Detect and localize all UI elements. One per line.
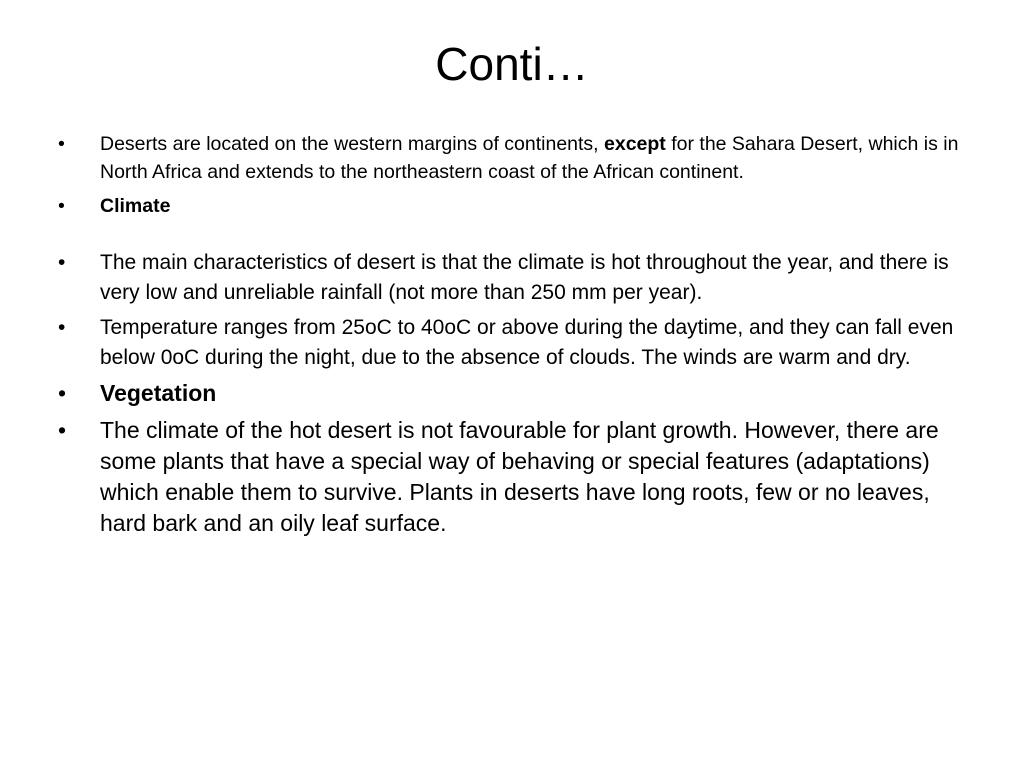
bullet-text-part: Deserts are located on the western margins of continents, [100, 133, 605, 155]
bullet-text-part: for the Sahara Desert, which is in North Africa and extends to the northeastern coast of the African continent. [100, 133, 959, 183]
section-heading-climate: Climate [100, 195, 171, 217]
slide-content [58, 130, 968, 545]
bullet-marker: • [58, 195, 65, 217]
section-heading-vegetation: Vegetation [100, 380, 217, 406]
bullet-marker: • [58, 380, 67, 406]
bullet-text: The climate of the hot desert is not favourable for plant growth. However, there are some plants that have a special way of behaving or special features (adaptations) which enable them to survive. Plants in deserts have long roots, few or no leaves, hard bark and an oily leaf surface. [100, 417, 939, 536]
bullet-text: The main characteristics of desert is that the climate is hot throughout the year, and there is very low and unreliable rainfall (not more than 250 mm per year). [100, 251, 949, 304]
bullet-temperature [58, 313, 968, 372]
bullet-deserts-location [58, 130, 968, 186]
bullet-marker: • [58, 417, 67, 443]
bullet-marker: • [58, 251, 66, 274]
bullet-climate-heading [58, 192, 968, 220]
bullet-vegetation-heading [58, 378, 968, 409]
bullet-marker: • [58, 133, 65, 155]
bullet-marker: • [58, 316, 66, 339]
bullet-climate-characteristics [58, 248, 968, 307]
bullet-bold-word: except [604, 133, 666, 155]
slide-title: Conti… [435, 38, 589, 90]
bullet-vegetation-description [58, 415, 968, 539]
bullet-text: Temperature ranges from 25oC to 40oC or above during the daytime, and they can fall even below 0oC during the night, due to the absence of clouds. The winds are warm and dry. [100, 316, 954, 369]
